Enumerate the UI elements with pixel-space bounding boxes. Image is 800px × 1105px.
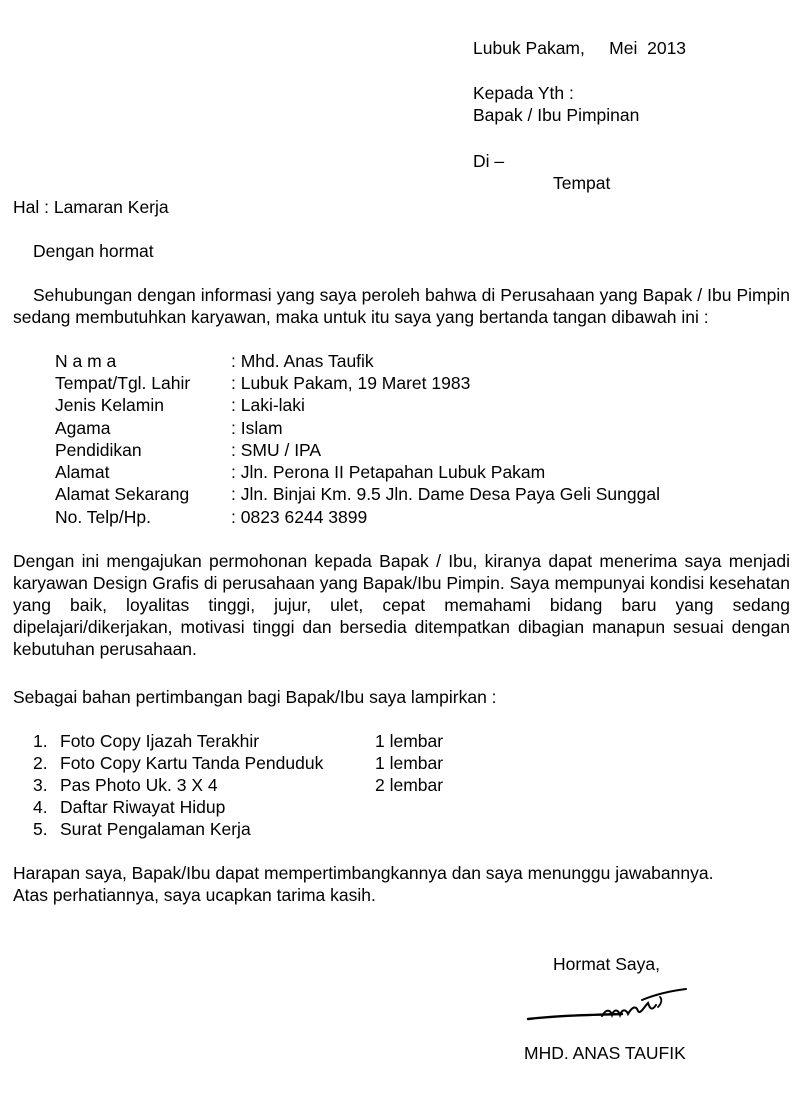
identity-value: : Mhd. Anas Taufik <box>231 351 374 371</box>
attachment-text: Foto Copy Kartu Tanda Penduduk <box>60 753 324 773</box>
identity-value: : Laki-laki <box>231 395 305 415</box>
attachment-text: Foto Copy Ijazah Terakhir <box>60 731 260 751</box>
subject-line: Hal : Lamaran Kerja <box>13 197 169 217</box>
identity-value: : Jln. Perona II Petapahan Lubuk Pakam <box>231 462 546 482</box>
attachment-number: 3. <box>33 775 48 795</box>
attachment-text: Daftar Riwayat Hidup <box>60 797 226 817</box>
signature-image <box>524 985 694 1027</box>
attachment-qty: 2 lembar <box>375 775 444 795</box>
identity-label: Alamat Sekarang <box>55 484 190 504</box>
recipient-di: Di – <box>473 151 505 171</box>
identity-label: Pendidikan <box>55 440 142 460</box>
identity-value: : SMU / IPA <box>231 440 322 460</box>
attachment-qty: 1 lembar <box>375 731 444 751</box>
attachment-number: 5. <box>33 819 48 839</box>
closing-line-1: Harapan saya, Bapak/Ibu dapat mempertimbangkannya dan saya menunggu jawabannya. <box>13 863 714 883</box>
attachment-number: 2. <box>33 753 48 773</box>
identity-label: Jenis Kelamin <box>55 395 164 415</box>
attachment-text: Pas Photo Uk. 3 X 4 <box>60 775 218 795</box>
sign-off: Hormat Saya, <box>553 954 660 974</box>
closing-line-2: Atas perhatiannya, saya ucapkan tarima kasih. <box>13 885 376 905</box>
attachments-intro: Sebagai bahan pertimbangan bagi Bapak/Ibu saya lampirkan : <box>13 687 497 707</box>
identity-label: Tempat/Tgl. Lahir <box>55 373 191 393</box>
attachment-number: 1. <box>33 731 48 751</box>
recipient-label: Kepada Yth : <box>473 83 574 103</box>
identity-label: Agama <box>55 418 111 438</box>
recipient-name: Bapak / Ibu Pimpinan <box>473 105 640 125</box>
greeting: Dengan hormat <box>33 241 154 261</box>
identity-label: Alamat <box>55 462 110 482</box>
identity-value: : Jln. Binjai Km. 9.5 Jln. Dame Desa Paya Geli Sunggal <box>231 484 660 504</box>
body-paragraph: Dengan ini mengajukan permohonan kepada Bapak / Ibu, kiranya dapat menerima saya menjadi karyawan Design Grafis di perusahaan yang Bapak/Ibu Pimpin. Saya mempunyai kondisi kesehatan yang baik, loyalitas tinggi, jujur, ulet, cepat memahami bidang baru yang sedang dipelajari/dikerjakan, motivasi tinggi dan bersedia ditempatkan dibagian manapun sesuai dengan kebutuhan perusahaan. <box>13 551 790 659</box>
identity-value: : Lubuk Pakam, 19 Maret 1983 <box>231 373 471 393</box>
identity-value: : 0823 6244 3899 <box>231 507 368 527</box>
place-date: Lubuk Pakam, Mei 2013 <box>473 38 687 58</box>
attachment-text: Surat Pengalaman Kerja <box>60 819 251 839</box>
signer-name: MHD. ANAS TAUFIK <box>524 1043 686 1063</box>
identity-value: : Islam <box>231 418 283 438</box>
recipient-place: Tempat <box>553 173 611 193</box>
identity-label: N a m a <box>55 351 117 371</box>
intro-paragraph: Sehubungan dengan informasi yang saya peroleh bahwa di Perusahaan yang Bapak / Ibu Pimpin sedang membutuhkan karyawan, maka untuk itu saya yang bertanda tangan dibawah ini : <box>13 285 790 327</box>
attachment-qty: 1 lembar <box>375 753 444 773</box>
attachment-number: 4. <box>33 797 48 817</box>
identity-label: No. Telp/Hp. <box>55 507 151 527</box>
